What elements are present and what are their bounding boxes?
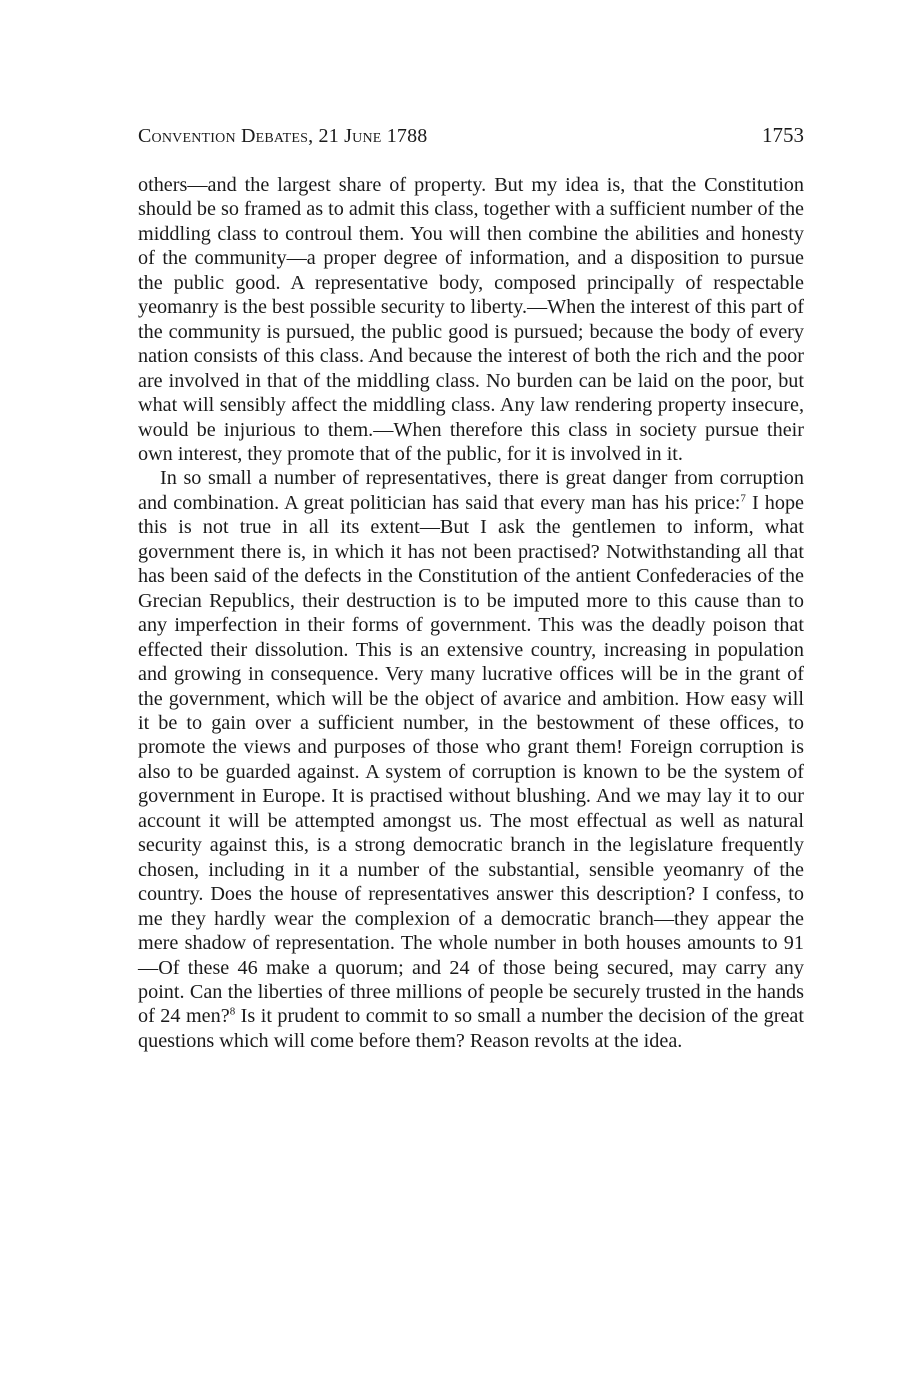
page-number: 1753	[762, 123, 804, 147]
running-title: Convention Debates, 21 June 1788	[138, 125, 428, 147]
paragraph-text: others—and the largest share of property. But my idea is, that the Constitution should be so framed as to admit this class, together with a sufficient number of the middling class to controul them. You will then combine the abilities and honesty of the community—a proper degree of information, and a disposition to pursue the public good. A representative body, composed principally of respectable yeomanry is the best possible security to liberty.—When the interest of this part of the community is pursued, the public good is pursued; because the body of every nation consists of this class. And because the interest of both the rich and the poor are involved in that of the middling class. No burden can be laid on the poor, but what will sensibly affect the middling class. Any law rendering property insecure, would be injurious to them.—When therefore this class in society pursue their own interest, they promote that of the public, for it is involved in it.	[138, 174, 804, 465]
footnote-marker: 8	[229, 1005, 236, 1018]
running-head	[138, 120, 804, 151]
paragraph	[138, 466, 804, 1053]
body-text	[138, 173, 804, 1053]
paragraph	[138, 173, 804, 466]
paragraph-text: I hope this is not true in all its extent—But I ask the gentlemen to inform, what government there is, in which it has not been practised? Notwithstanding all that has been said of the defects in the Constitution of the antient Confederacies of the Grecian Republics, their destruction is to be imputed more to this cause than to any imperfection in their forms of government. This was the deadly poison that effected their dissolution. This is an extensive country, increasing in population and growing in consequence. Very many lucrative offices will be in the grant of the government, which will be the object of avarice and ambition. How easy will it be to gain over a sufficient number, in the bestowment of these offices, to promote the views and purposes of those who grant them! Foreign corruption is also to be guarded against. A system of corruption is known to be the system of government in Europe. It is practised without blushing. And we may lay it to our account it will be attempted amongst us. The most effectual as well as natural security against this, is a strong democratic branch in the legislature frequently chosen, including in it a number of the substantial, sensible yeomanry of the country. Does the house of representatives answer this description? I confess, to me they hardly wear the complexion of a democratic branch—they appear the mere shadow of representation. The whole number in both houses amounts to 91—Of these 46 make a quorum; and 24 of those being secured, may carry any point. Can the liberties of three millions of people be securely trusted in the hands of 24 men?	[138, 491, 804, 1028]
paragraph-text: Is it prudent to commit to so small a number the decision of the great questions which will come before them? Reason revolts at the idea.	[138, 1005, 804, 1052]
paragraph-text: In so small a number of representatives, there is great danger from corruption and combination. A great politician has said that every man has his price:	[138, 467, 804, 514]
footnote-marker: 7	[740, 492, 746, 505]
document-page	[138, 120, 804, 1053]
